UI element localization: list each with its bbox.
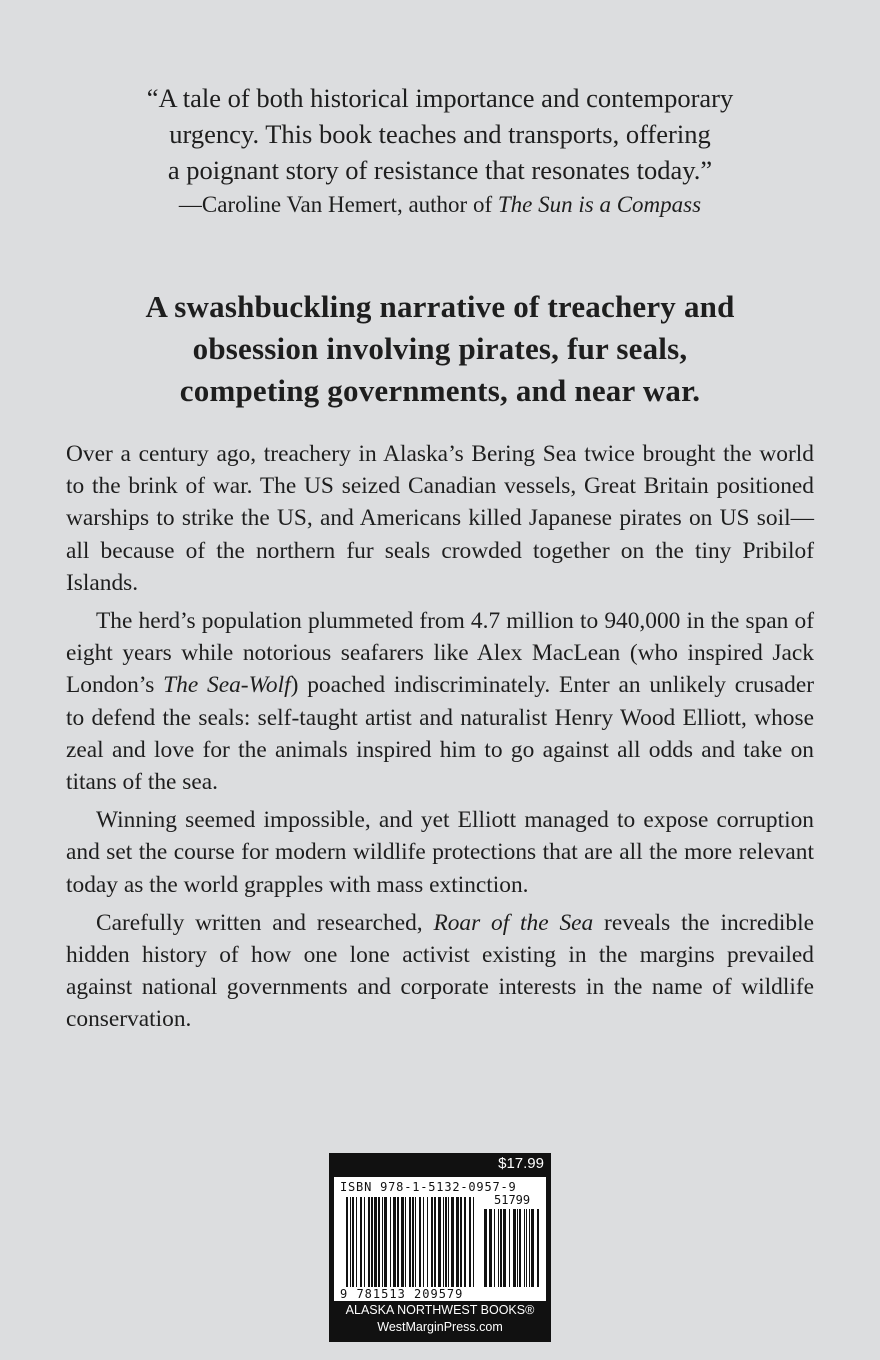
endorsement-quote xyxy=(60,80,820,222)
barcode-bar xyxy=(524,1209,525,1287)
barcode-bar xyxy=(352,1197,354,1287)
book-description xyxy=(66,438,814,1042)
barcode-bar xyxy=(443,1197,444,1287)
barcode-bar xyxy=(513,1209,516,1287)
barcode-bar xyxy=(526,1209,527,1287)
barcode-bar xyxy=(393,1197,396,1287)
barcode-bar xyxy=(498,1209,499,1287)
paragraph-4-text-a: Carefully written and researched, xyxy=(96,909,434,936)
description-paragraph-3: Winning seemed impossible, and yet Elliott managed to expose corruption and set the course for modern wildlife protections that are all the more relevant today as the world grapples with mass extinction. xyxy=(66,807,814,898)
barcode-bar xyxy=(509,1209,510,1287)
publisher-name: ALASKA NORTHWEST BOOKS® xyxy=(345,1303,535,1317)
price-label: $17.99 xyxy=(498,1155,544,1172)
isbn-text: ISBN 978-1-5132-0957-9 xyxy=(340,1180,517,1194)
barcode-bar xyxy=(412,1197,414,1287)
barcode-bar xyxy=(529,1209,530,1287)
barcode-bar xyxy=(464,1197,466,1287)
barcode-bar xyxy=(448,1197,449,1287)
paragraph-2-text-b: ) poached indiscriminately. Enter an unlikely crusader to defend the seals: self-taught artist and naturalist Henry Wood Elliott, whose zeal and love for the animals inspired him to go against all odds and take on titans of the sea. xyxy=(66,672,814,796)
attribution-text: —Caroline Van Hemert, author of xyxy=(178,192,498,217)
barcode-bar xyxy=(438,1197,441,1287)
barcode-bar xyxy=(484,1209,487,1287)
barcode-bar xyxy=(382,1197,383,1287)
barcode-bar xyxy=(445,1197,447,1287)
barcode-bar xyxy=(378,1197,380,1287)
description-paragraph-2 xyxy=(66,605,814,798)
attribution-book-title: The Sun is a Compass xyxy=(497,192,702,217)
tagline xyxy=(40,286,840,412)
barcode-bar xyxy=(469,1197,471,1287)
barcode-bar xyxy=(401,1197,404,1287)
barcode-bar xyxy=(427,1197,428,1287)
barcode-bar xyxy=(473,1197,474,1287)
barcode-bar xyxy=(537,1209,539,1287)
quote-line-2: urgency. This book teaches and transports, offering xyxy=(169,119,711,149)
barcode-bar xyxy=(360,1197,362,1287)
barcode-bar xyxy=(409,1197,411,1287)
quote-line-1: “A tale of both historical importance and contemporary xyxy=(146,83,734,113)
barcode-area xyxy=(334,1177,546,1301)
barcode-bar xyxy=(423,1197,424,1287)
barcode-bar xyxy=(531,1209,534,1287)
barcode-bar xyxy=(451,1197,454,1287)
barcode-bar xyxy=(371,1197,373,1287)
barcode-bar xyxy=(517,1209,518,1287)
barcode-bar xyxy=(434,1197,436,1287)
barcode-bar xyxy=(431,1197,433,1287)
barcode-bar xyxy=(346,1197,348,1287)
ean-barcode-bars xyxy=(346,1197,474,1287)
barcode-bar xyxy=(415,1197,416,1287)
barcode-bar xyxy=(397,1197,399,1287)
roar-of-the-sea-title: Roar of the Sea xyxy=(433,909,594,936)
barcode-bar xyxy=(364,1197,365,1287)
quote-attribution xyxy=(60,188,820,222)
tagline-line-1: A swashbuckling narrative of treachery and xyxy=(145,289,735,324)
paragraph-4-text-b: reveals the incredible hidden history of how one lone activist existing in the margins prevailed against national governments and corporate interests in the name of wildlife conservation. xyxy=(66,909,815,1033)
sea-wolf-title: The Sea-Wolf xyxy=(163,672,291,699)
price-addon-code: 51799 xyxy=(494,1193,531,1207)
description-paragraph-1: Over a century ago, treachery in Alaska’s Bering Sea twice brought the world to the brink of war. The US seized Canadian vessels, Great Britain positioned warships to strike the US, and Americans killed Japanese pirates on US soil—all because of the northern fur seals crowded together on the tiny Pribilof Islands. xyxy=(66,441,814,596)
publisher-website: WestMarginPress.com xyxy=(377,1320,503,1334)
ean-number: 9 781513 209579 xyxy=(340,1287,464,1301)
barcode-bar xyxy=(390,1197,391,1287)
barcode-bar xyxy=(489,1209,492,1287)
description-paragraph-4 xyxy=(66,907,814,1036)
barcode-bar xyxy=(368,1197,370,1287)
barcode-bar xyxy=(356,1197,357,1287)
addon-barcode-bars xyxy=(484,1209,539,1287)
barcode-bar xyxy=(374,1197,377,1287)
barcode-bar xyxy=(384,1197,387,1287)
barcode-bar xyxy=(460,1197,462,1287)
barcode-panel xyxy=(329,1153,551,1342)
barcode-bar xyxy=(419,1197,421,1287)
barcode-bar xyxy=(519,1209,521,1287)
barcode-bar xyxy=(500,1209,502,1287)
barcode-bar xyxy=(405,1197,406,1287)
barcode-bar xyxy=(503,1209,506,1287)
barcode-bar xyxy=(456,1197,459,1287)
barcode-bar xyxy=(350,1197,351,1287)
quote-line-3: a poignant story of resistance that resonates today.” xyxy=(167,155,713,185)
paragraph-2-text-a: The herd’s population plummeted from 4.7 million to 940,000 in the span of eight years while notorious seafarers like Alex MacLean (who inspired Jack London’s xyxy=(66,608,814,699)
tagline-line-2: obsession involving pirates, fur seals, xyxy=(192,331,688,366)
tagline-line-3: competing governments, and near war. xyxy=(179,373,701,408)
barcode-bar xyxy=(494,1209,495,1287)
